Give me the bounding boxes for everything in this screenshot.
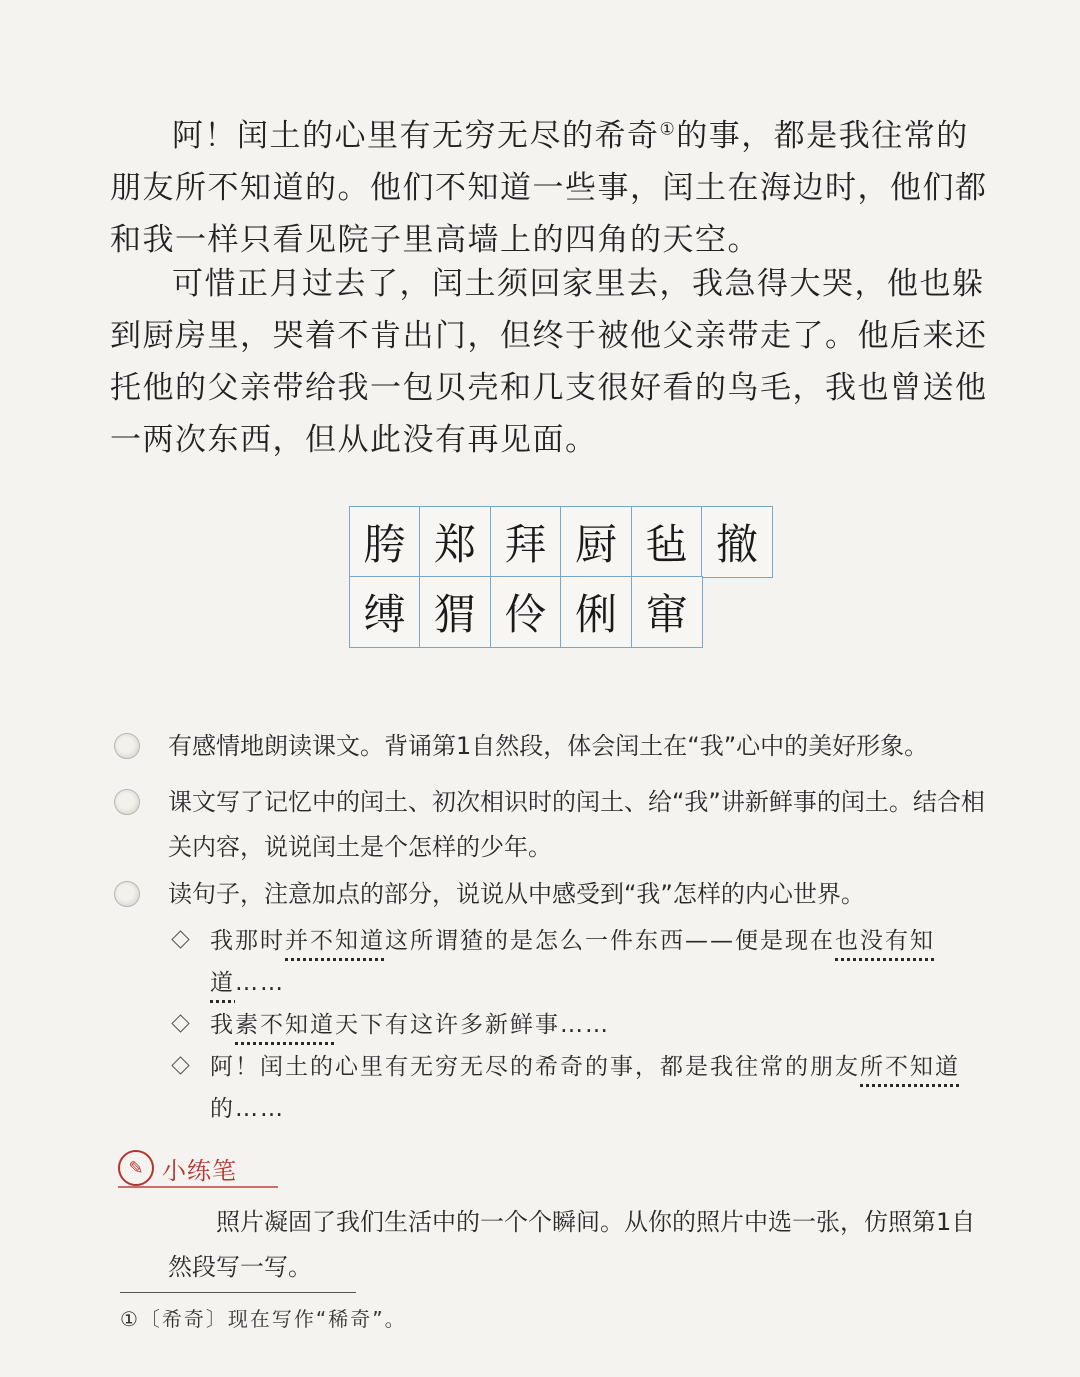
emphasis-dotted: 素不知道 xyxy=(235,1012,335,1038)
circle-bullet-icon xyxy=(114,733,140,759)
character-cell: 郑 xyxy=(419,506,491,578)
character-cell: 胯 xyxy=(349,506,421,578)
footnote-marker: ① xyxy=(659,119,677,140)
sentence-1-text: 我那时并不知道这所谓猹的是怎么一件东西——便是现在也没有知道…… xyxy=(210,928,935,996)
character-cell: 俐 xyxy=(560,576,632,648)
exercise-3-text: 读句子，注意加点的部分，说说从中感受到“我”怎样的内心世界。 xyxy=(168,880,865,908)
character-grid xyxy=(350,507,773,648)
character-cell: 伶 xyxy=(490,576,562,648)
character-cell: 窜 xyxy=(631,576,703,648)
pen-icon: ✎ xyxy=(118,1150,154,1186)
diamond-bullet-icon xyxy=(171,1014,189,1032)
diamond-bullet-icon xyxy=(171,930,189,948)
practice-heading xyxy=(118,1150,237,1186)
paragraph-1-text: 阿！闰土的心里有无穷无尽的希奇 xyxy=(172,118,660,154)
character-cell: 拜 xyxy=(490,506,562,578)
character-cell: 缚 xyxy=(349,576,421,648)
paragraph-1 xyxy=(110,110,990,266)
paragraph-1-text-cont: 的事，都是我往常的朋友所不知道的。他们不知道一些事，闰土在海边时，他们都和我一样只看见院子里高墙上的四角的天空。 xyxy=(110,118,988,258)
character-grid-row-2 xyxy=(350,578,773,649)
emphasis-dotted: 并不知道 xyxy=(285,928,385,954)
exercise-2-text: 课文写了记忆中的闰土、初次相识时的闰土、给“我”讲新鲜事的闰土。结合相关内容，说说闰土是个怎样的少年。 xyxy=(168,788,985,861)
emphasis-dotted: 也没有知道 xyxy=(210,928,935,996)
footnote: ①〔希奇〕现在写作“稀奇”。 xyxy=(120,1307,407,1331)
circle-bullet-icon xyxy=(114,789,140,815)
character-cell: 毡 xyxy=(631,506,703,578)
practice-underline xyxy=(118,1186,278,1188)
sentence-2-text: 我素不知道天下有这许多新鲜事…… xyxy=(210,1012,610,1038)
character-grid-row-1 xyxy=(350,507,773,578)
character-cell: 厨 xyxy=(560,506,632,578)
sentence-3-text: 阿！闰土的心里有无穷无尽的希奇的事，都是我往常的朋友所不知道的…… xyxy=(210,1054,960,1122)
exercise-1-text: 有感情地朗读课文。背诵第1自然段，体会闰土在“我”心中的美好形象。 xyxy=(168,732,929,760)
character-cell: 撤 xyxy=(701,506,773,578)
paragraph-2-text: 可惜正月过去了，闰土须回家里去，我急得大哭，他也躲到厨房里，哭着不肯出门，但终于被他父亲带走了。他后来还托他的父亲带给我一包贝壳和几支很好看的鸟毛，我也曾送他一两次东西，但从此没有再见面。 xyxy=(110,266,988,458)
practice-text: 照片凝固了我们生活中的一个个瞬间。从你的照片中选一张，仿照第1自然段写一写。 xyxy=(168,1208,976,1281)
character-cell: 猬 xyxy=(419,576,491,648)
practice-title: 小练笔 xyxy=(162,1156,237,1185)
emphasis-dotted: 所不知道 xyxy=(860,1054,960,1080)
diamond-bullet-icon xyxy=(171,1056,189,1074)
circle-bullet-icon xyxy=(114,881,140,907)
paragraph-2 xyxy=(110,258,990,466)
footnote-divider xyxy=(120,1292,356,1293)
